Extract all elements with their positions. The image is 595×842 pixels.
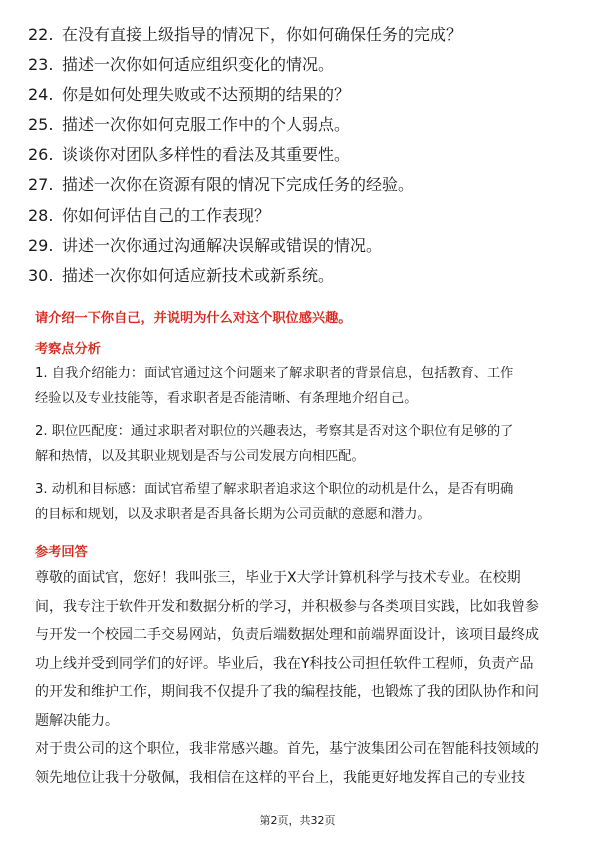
question-text: 描述一次你如何适应组织变化的情况。 [62,55,335,75]
analysis-heading: 考察点分析 [35,342,101,357]
question-text: 你如何评估自己的工作表现？ [62,205,271,225]
question-text: 谈谈你对团队多样性的看法及其重要性。 [62,145,351,165]
text-line: 对于贵公司的这个职位，我非常感兴趣。首先，基宁波集团公司在智能科技领域的 [35,741,539,757]
page-footer: 第2页，共32页 [259,814,336,827]
analysis-point [35,362,560,411]
text-line: 解和热情，以及其职业规划是否与公司发展方向相匹配。 [35,448,365,464]
question-number: 23. [28,55,54,75]
question-item [28,20,573,50]
text-line: 与开发一个校园二手交易网站，负责后端数据处理和前端界面设计，该项目最终成 [35,627,539,643]
question-text: 描述一次你在资源有限的情况下完成任务的经验。 [62,175,415,195]
question-number: 24. [28,85,54,105]
reference-paragraph [35,564,565,735]
question-number: 27. [28,175,54,195]
text-line: 尊敬的面试官，您好！我叫张三，毕业于X大学计算机科学与技术专业。在校期 [35,570,521,586]
question-number: 26. [28,145,54,165]
question-item [28,140,573,170]
question-item [28,231,573,261]
question-item [28,110,573,140]
text-line: 的开发和维护工作，期间我不仅提升了我的编程技能，也锻炼了我的团队协作和问 [35,684,539,700]
text-line: 3. 动机和目标感：面试官希望了解求职者追求这个职位的动机是什么，是否有明确 [35,482,514,497]
featured-question: 请介绍一下你自己，并说明为什么对这个职位感兴趣。 [35,311,352,326]
question-item [28,50,573,80]
question-item [28,170,573,200]
question-text: 你是如何处理失败或不达预期的结果的？ [62,85,351,105]
question-number: 22. [28,25,54,44]
reference-heading: 参考回答 [35,545,88,560]
question-text: 描述一次你如何克服工作中的个人弱点。 [62,115,351,135]
text-line: 领先地位让我十分敬佩，我相信在这样的平台上，我能更好地发挥自己的专业技 [35,769,525,786]
analysis-point [35,420,560,469]
question-text: 讲述一次你通过沟通解决误解或错误的情况。 [62,235,383,255]
reference-paragraph [35,735,565,792]
text-line: 1. 自我介绍能力：面试官通过这个问题来了解求职者的背景信息，包括教育、工作 [35,366,514,381]
text-line: 2. 职位匹配度：通过求职者对职位的兴趣表达，考察其是否对这个职位有足够的了 [35,424,514,439]
question-number: 29. [28,235,54,255]
text-line: 间，我专注于软件开发和数据分析的学习，并积极参与各类项目实践，比如我曾参 [35,598,539,615]
text-line: 功上线并受到同学们的好评。毕业后，我在Y科技公司担任软件工程师，负责产品 [35,655,534,672]
text-line: 经验以及专业技能等，看求职者是否能清晰、有条理地介绍自己。 [35,390,418,406]
question-list [28,20,573,291]
question-item [28,261,573,291]
question-number: 30. [28,265,54,285]
question-item [28,201,573,231]
analysis-point [35,478,560,527]
question-text: 在没有直接上级指导的情况下，你如何确保任务的完成？ [62,25,463,44]
text-line: 的目标和规划，以及求职者是否具备长期为公司贡献的意愿和潜力。 [35,506,431,522]
question-item [28,80,573,110]
text-line: 题解决能力。 [35,712,119,729]
question-number: 25. [28,115,54,135]
question-text: 描述一次你如何适应新技术或新系统。 [62,265,335,285]
question-number: 28. [28,205,54,225]
